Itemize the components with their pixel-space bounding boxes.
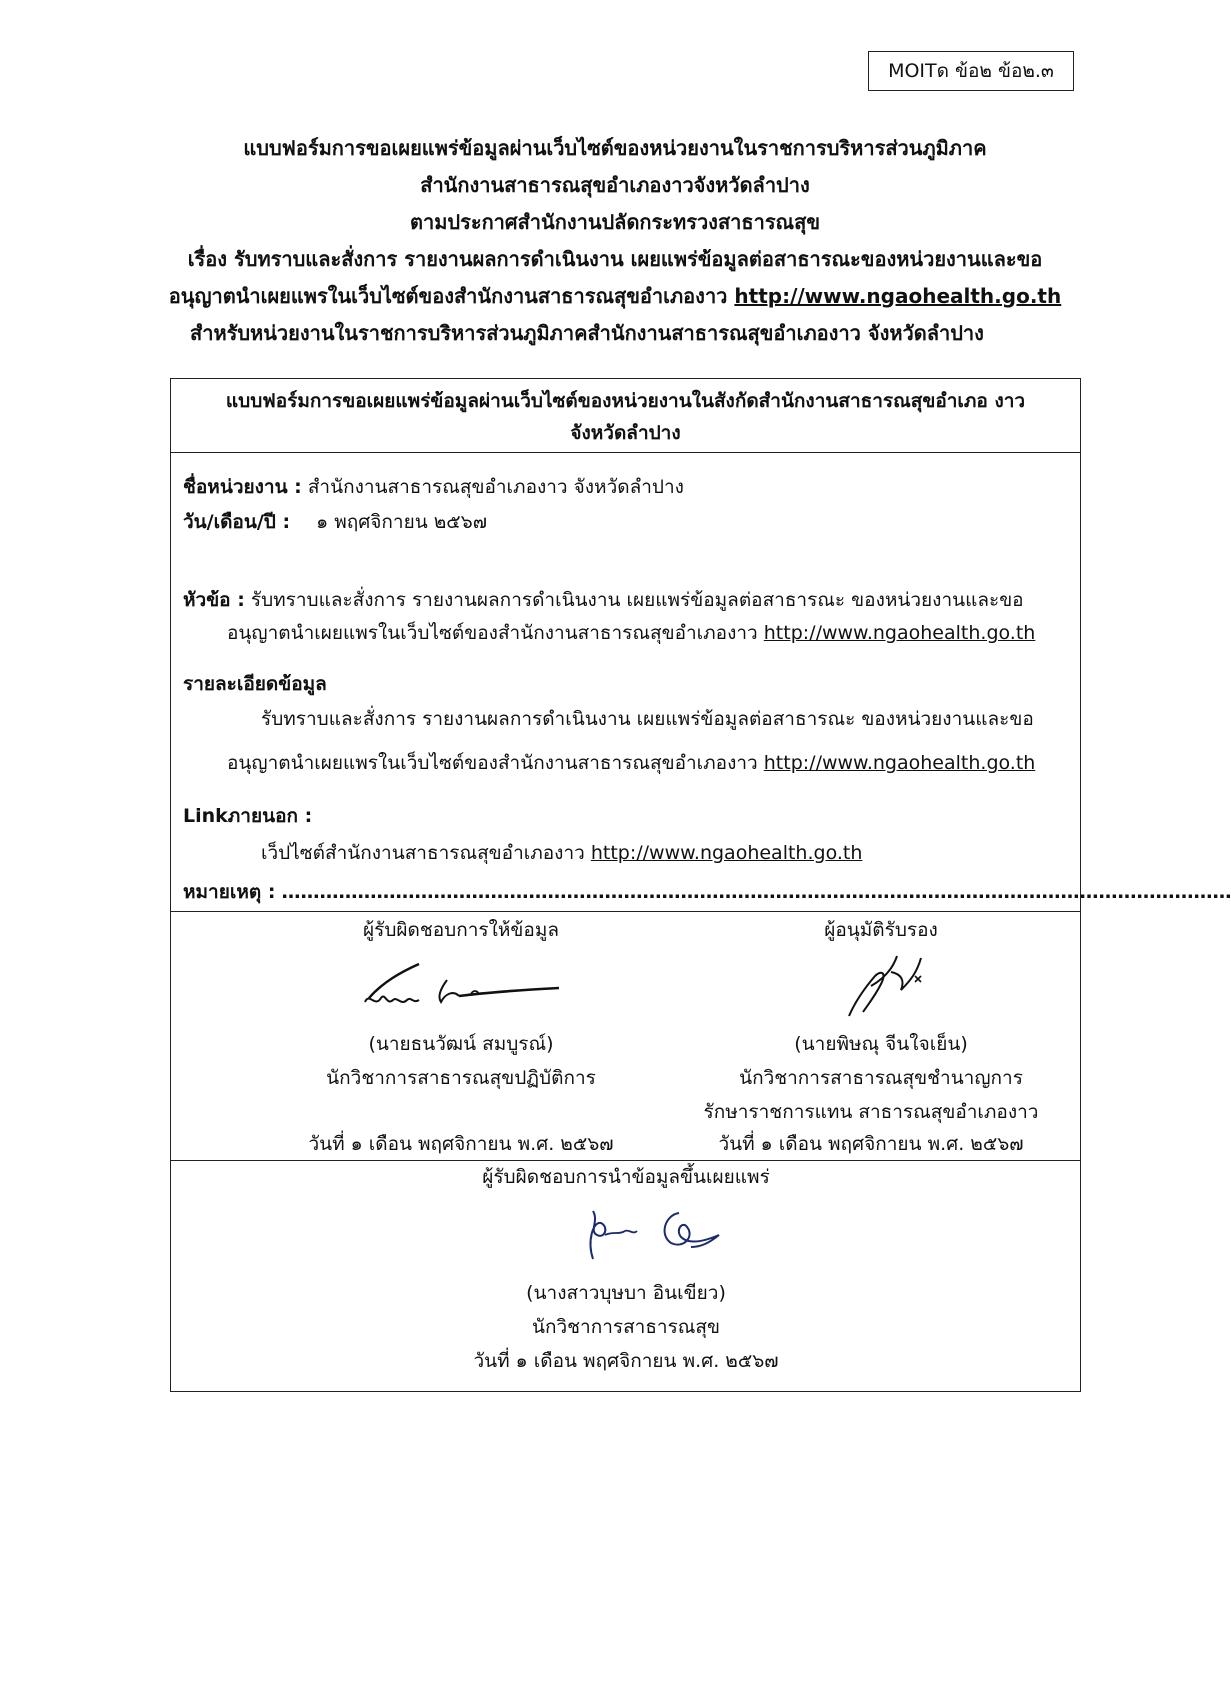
detail-line-2-text: อนุญาตนำเผยแพรในเว็บไซต์ของสำนักงานสาธารณสุขอำเภองาว — [227, 752, 758, 774]
header-line-3: ตามประกาศสำนักงานปลัดกระทรวงสาธารณสุข — [409, 210, 820, 234]
note-dotted-line: …………………………………………………………………………………………………………………………………… — [281, 881, 1231, 903]
date-value: ๑ พฤศจิกายน ๒๕๖๗ — [316, 511, 488, 533]
topic-line-2-text: อนุญาตนำเผยแพรในเว็บไซต์ของสำนักงานสาธารณสุขอำเภองาว — [227, 622, 758, 644]
external-website-link[interactable]: http://www.ngaohealth.go.th — [590, 842, 863, 864]
publisher-name: (นางสาวบุษบา อินเขียว) — [526, 1282, 726, 1304]
approval-signature-section — [171, 911, 1080, 1160]
detail-label: รายละเอียดข้อมูล — [183, 673, 327, 695]
header-website-link[interactable]: http://www.ngaohealth.go.th — [734, 284, 1062, 308]
header-line-5 — [150, 278, 1080, 315]
document-header — [150, 130, 1080, 352]
publication-form — [170, 378, 1231, 1392]
external-link-row — [261, 839, 862, 867]
topic-label: หัวข้อ : — [183, 589, 245, 611]
unit-label: ชื่อหน่วยงาน : — [183, 476, 302, 498]
external-link-heading — [183, 802, 312, 830]
right-sign-date: วันที่ ๑ เดือน พฤศจิกายน พ.ศ. ๒๕๖๗ — [718, 1133, 1024, 1155]
topic-line-1: รับทราบและสั่งการ รายงานผลการดำเนินงาน เผยแพร่ข้อมูลต่อสาธารณะ ของหน่วยงานและขอ — [250, 589, 1024, 611]
detail-line-1: รับทราบและสั่งการ รายงานผลการดำเนินงาน เผยแพร่ข้อมูลต่อสาธารณะ ของหน่วยงานและขอ — [261, 708, 1034, 730]
left-sign-date: วันที่ ๑ เดือน พฤศจิกายน พ.ศ. ๒๕๖๗ — [308, 1133, 614, 1155]
topic-row — [183, 586, 1024, 614]
header-line-5-text: อนุญาตนำเผยแพรในเว็บไซต์ของสำนักงานสาธารณสุขอำเภองาว — [168, 284, 728, 308]
right-signer-acting: รักษาราชการแทน สาธารณสุขอำเภองาว — [703, 1101, 1039, 1123]
header-line-1: แบบฟอร์มการขอเผยแพร่ข้อมูลผ่านเว็บไซต์ของหน่วยงานในราชการบริหารส่วนภูมิภาค — [243, 136, 987, 160]
header-line-6: สำหรับหน่วยงานในราชการบริหารส่วนภูมิภาคสำนักงานสาธารณสุขอำเภองาว จังหวัดลำปาง — [190, 321, 984, 345]
form-title-line-1: แบบฟอร์มการขอเผยแพร่ข้อมูลผ่านเว็บไซต์ของหน่วยงานในสังกัดสำนักงานสาธารณสุขอำเภอ งาว — [225, 390, 1026, 412]
form-body — [171, 453, 1231, 911]
detail-line-2 — [227, 749, 1035, 777]
left-signature — [361, 950, 561, 1022]
unit-row — [183, 473, 684, 501]
publisher-position: นักวิชาการสาธารณสุข — [531, 1316, 721, 1338]
publisher-sign-date: วันที่ ๑ เดือน พฤศจิกายน พ.ศ. ๒๕๖๗ — [473, 1350, 779, 1372]
form-title-line-2: จังหวัดลำปาง — [570, 422, 681, 444]
external-link-text: เว็ปไซต์สำนักงานสาธารณสุขอำเภองาว — [261, 842, 585, 864]
detail-heading — [183, 670, 327, 698]
note-label: หมายเหตุ : — [183, 881, 276, 903]
right-signer-name: (นายพิษณุ จีนใจเย็น) — [794, 1033, 968, 1055]
note-row — [183, 878, 1231, 906]
right-signer-position: นักวิชาการสาธารณสุขชำนาญการ — [739, 1067, 1023, 1089]
detail-website-link[interactable]: http://www.ngaohealth.go.th — [763, 752, 1036, 774]
publisher-signature-section — [171, 1160, 1080, 1393]
publisher-signature — [579, 1201, 739, 1265]
topic-website-link[interactable]: http://www.ngaohealth.go.th — [763, 622, 1036, 644]
publisher-role: ผู้รับผิดชอบการนำข้อมูลขึ้นเผยแพร่ — [482, 1166, 770, 1188]
date-row — [183, 508, 487, 536]
left-signer-position: นักวิชาการสาธารณสุขปฏิบัติการ — [326, 1067, 596, 1089]
left-signer-role: ผู้รับผิดชอบการให้ข้อมูล — [363, 919, 559, 941]
external-link-label: Linkภายนอก : — [183, 805, 313, 827]
topic-line-2 — [227, 619, 1035, 647]
date-label: วัน/เดือน/ปี : — [183, 511, 291, 533]
unit-value: สำนักงานสาธารณสุขอำเภองาว จังหวัดลำปาง — [307, 476, 684, 498]
header-line-4: เรื่อง รับทราบและสั่งการ รายงานผลการดำเนินงาน เผยแพร่ข้อมูลต่อสาธารณะของหน่วยงานและขอ — [187, 247, 1043, 271]
document-code: MOITด ข้อ๒ ข้อ๒.๓ — [888, 60, 1054, 82]
form-title — [171, 379, 1080, 453]
right-signature — [841, 950, 931, 1020]
header-line-2: สำนักงานสาธารณสุขอำเภองาวจังหวัดลำปาง — [420, 173, 810, 197]
document-code-box — [868, 51, 1074, 91]
left-signer-name: (นายธนวัฒน์ สมบูรณ์) — [368, 1033, 554, 1055]
right-signer-role: ผู้อนุมัติรับรอง — [824, 919, 938, 941]
